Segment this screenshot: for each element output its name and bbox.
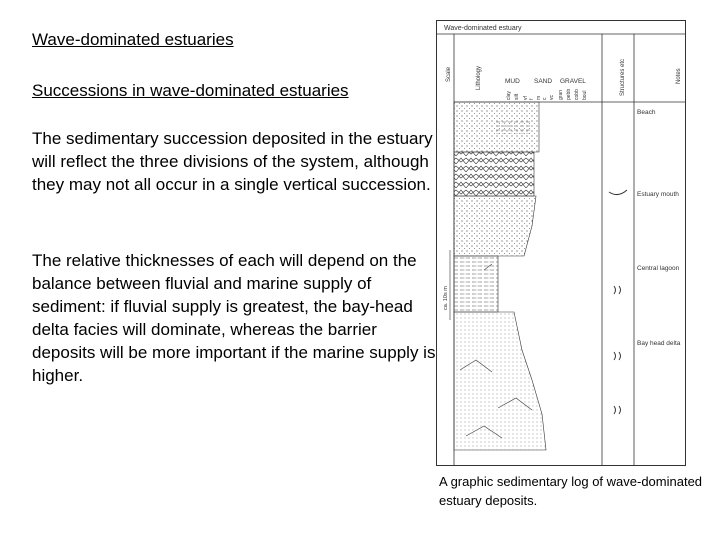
sedimentary-log-figure [436, 20, 686, 466]
sedimentary-log [436, 20, 686, 466]
grain-size-pebb: pebb [566, 88, 572, 100]
paragraph-succession: The sedimentary succession deposited in the estuary will reflect the three divisions of the system, although they may not all occur in a single vertical succession. [32, 129, 433, 194]
lithology-column-label: Lithology [476, 65, 482, 90]
note-bay-head-delta: Bay head delta [637, 340, 681, 347]
note-estuary-mouth: Estuary mouth [637, 191, 679, 198]
grain-size-f: f [529, 98, 535, 100]
section-subtitle: Successions in wave-dominated estuaries [32, 81, 349, 100]
grain-size-boul: boul [582, 90, 588, 100]
grain-group-sand: SAND [534, 78, 553, 85]
slide-title: Wave-dominated estuaries [32, 30, 234, 49]
paragraph-thickness: The relative thicknesses of each will depend on the balance between fluvial and marine supply of sediment: if fluvial supply is greatest, the bay-head delta facies will dominate, whereas the barrier deposits will be more important if the marine supply is higher. [32, 251, 436, 385]
note-central-lagoon: Central lagoon [637, 265, 680, 272]
structures-column-label: Structures etc [620, 58, 626, 96]
scale-bar-label: ca. 10s m [443, 286, 449, 310]
grain-size-vc: vc [549, 95, 555, 100]
note-beach: Beach [637, 109, 656, 116]
grain-size-m: m [536, 95, 542, 100]
log-header: Wave-dominated estuary [444, 25, 522, 32]
notes-column-label: Notes [676, 68, 682, 84]
grain-group-mud: MUD [505, 78, 520, 85]
grain-size-c: c [542, 97, 548, 100]
grain-size-cobb: cobb [574, 89, 580, 100]
grain-size-vf: vf [523, 96, 529, 100]
grain-size-gran: gran [558, 89, 564, 100]
scale-column-label: Scale [446, 66, 452, 82]
grain-size-clay: clay [506, 91, 512, 100]
grain-group-gravel: GRAVEL [560, 78, 586, 85]
figure-caption: A graphic sedimentary log of wave-dominated estuary deposits. [439, 474, 703, 508]
grain-size-silt: silt [514, 93, 520, 100]
